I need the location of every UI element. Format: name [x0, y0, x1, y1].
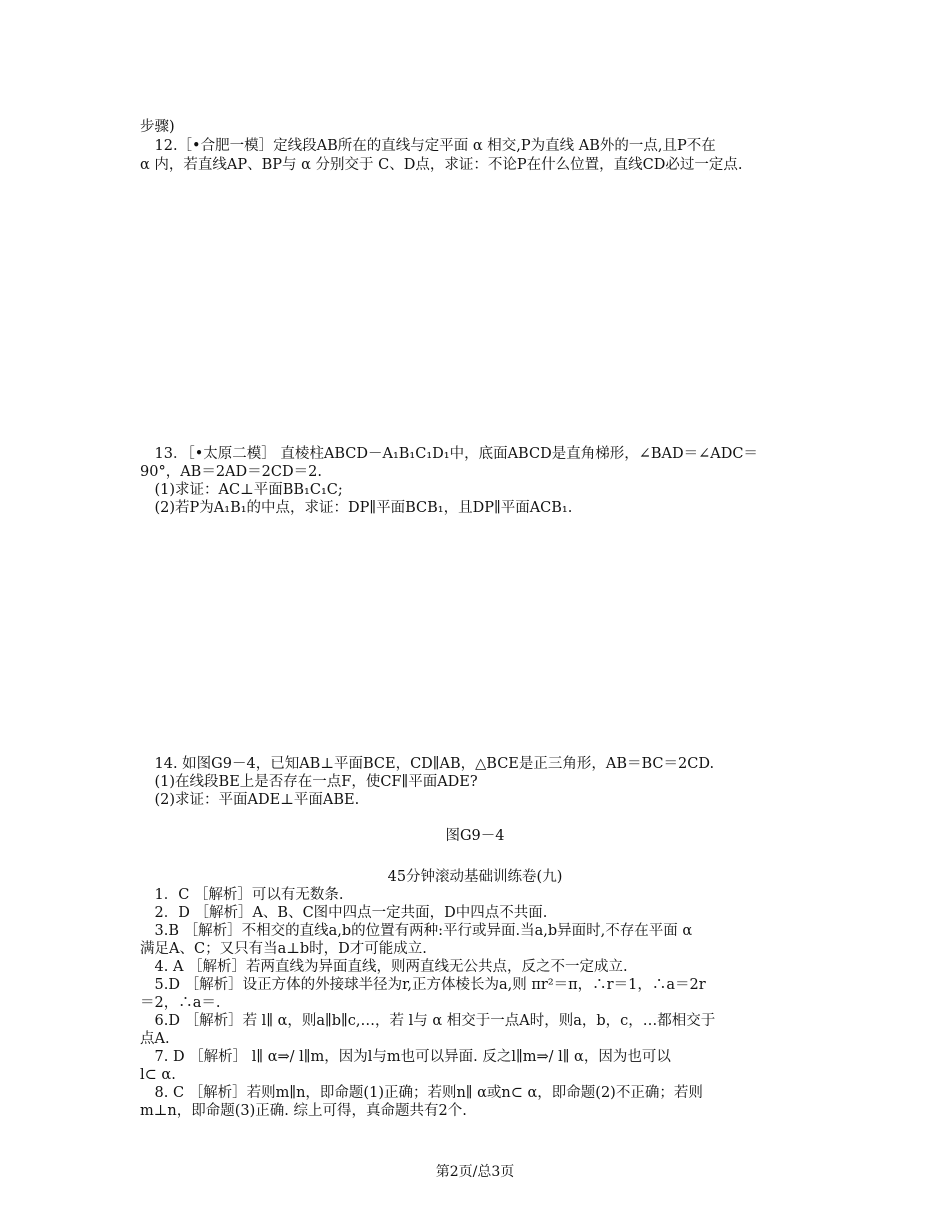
answer-line: 4. A ［解析］若两直线为异面直线，则两直线无公共点，反之不一定成立.: [140, 959, 628, 975]
answer-line: 6.D ［解析］若 l∥ α，则a∥b∥c,…，若 l与 α 相交于一点A时，则a，b，c，…都相交于: [140, 1013, 716, 1029]
figure-caption: 图G9－4: [445, 828, 505, 844]
problem-13-line-2: 90°，AB＝2AD＝2CD＝2.: [140, 464, 322, 480]
problem-14-part-2: (2)求证：平面ADE⊥平面ABE.: [140, 792, 360, 808]
continued-text: 步骤): [140, 119, 175, 135]
answer-line: m⊥n，即命题(3)正确. 综上可得，真命题共有2个.: [140, 1103, 467, 1119]
page-number: 第2页/总3页: [435, 1164, 515, 1180]
problem-14-part-1: (1)在线段BE上是否存在一点F，使CF∥平面ADE?: [140, 774, 478, 790]
problem-13-part-1: (1)求证：AC⊥平面BB₁C₁C;: [140, 482, 343, 498]
answer-line: 8. C ［解析］若则m∥n，即命题(1)正确；若则n∥ α或n⊂ α，即命题(2)不正确；若则: [140, 1085, 703, 1101]
answer-line: 5.D ［解析］设正方体的外接球半径为r,正方体棱长为a,则 πr²＝π，∴r＝1，∴a＝2r: [140, 977, 706, 993]
answers-title: 45分钟滚动基础训练卷(九): [387, 869, 563, 885]
answer-line: 1．C ［解析］可以有无数条.: [140, 887, 344, 903]
answer-line: ＝2，∴a＝.: [140, 995, 221, 1011]
problem-12-line-1: 12.［•合肥一模］定线段AB所在的直线与定平面 α 相交,P为直线 AB外的一点,且P不在: [140, 138, 716, 154]
answer-line: 点A.: [140, 1031, 170, 1047]
answer-line: 7. D ［解析］ l∥ α⇒/ l∥m，因为l与m也可以异面. 反之l∥m⇒/ l∥ α，因为也可以: [140, 1049, 671, 1065]
problem-12-line-2: α 内，若直线AP、BP与 α 分别交于 C、D点，求证：不论P在什么位置，直线CD必过一定点.: [140, 157, 743, 173]
problem-14-line-1: 14. 如图G9－4，已知AB⊥平面BCE，CD∥AB，△BCE是正三角形，AB＝BC＝2CD.: [140, 756, 715, 772]
problem-13-part-2: (2)若P为A₁B₁的中点，求证：DP∥平面BCB₁，且DP∥平面ACB₁.: [140, 500, 573, 516]
answer-line: 满足A、C；又只有当a⊥b时，D才可能成立.: [140, 941, 427, 957]
answer-line: 3.B ［解析］不相交的直线a,b的位置有两种:平行或异面.当a,b异面时,不存在平面 α: [140, 923, 693, 939]
problem-13-line-1: 13．［•太原二模］ 直棱柱ABCD－A₁B₁C₁D₁中，底面ABCD是直角梯形，∠BAD＝∠ADC＝: [140, 446, 758, 462]
answer-line: 2．D ［解析］A、B、C图中四点一定共面，D中四点不共面.: [140, 905, 548, 921]
answer-line: l⊂ α.: [140, 1067, 176, 1083]
